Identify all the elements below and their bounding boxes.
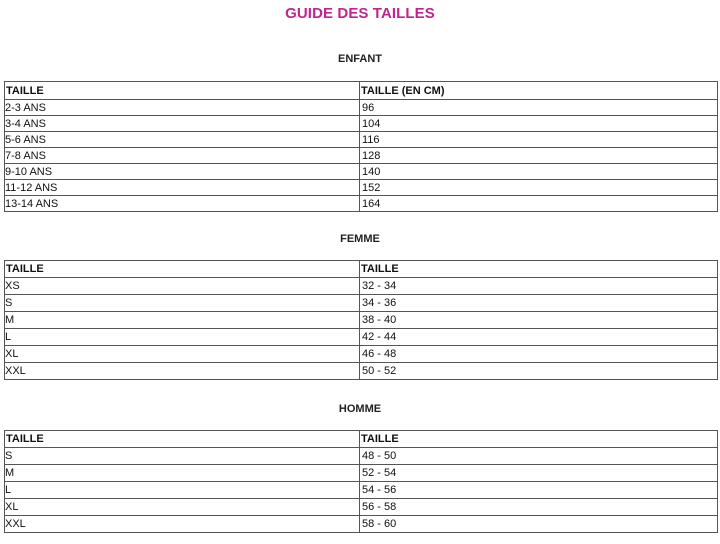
table-row <box>5 516 718 533</box>
section-title-homme: HOMME <box>338 403 382 415</box>
size-cell: L <box>5 329 360 346</box>
header-cell: TAILLE <box>5 82 360 100</box>
header-cell: TAILLE <box>360 431 718 448</box>
measure-cell: 50 - 52 <box>360 363 718 380</box>
size-cell: XXL <box>5 363 360 380</box>
measure-cell: 152 <box>360 180 718 196</box>
table-row <box>5 465 718 482</box>
measure-cell: 46 - 48 <box>360 346 718 363</box>
table-row <box>5 164 718 180</box>
size-cell: 2-3 ANS <box>5 100 360 116</box>
measure-cell: 128 <box>360 148 718 164</box>
size-cell: 13-14 ANS <box>5 196 360 212</box>
size-cell: XXL <box>5 516 360 533</box>
table-row <box>5 180 718 196</box>
table-row <box>5 329 718 346</box>
size-table-enfant <box>4 81 718 212</box>
page-title: GUIDE DES TAILLES <box>285 5 435 22</box>
table-row <box>5 499 718 516</box>
table-row <box>5 312 718 329</box>
size-cell: 7-8 ANS <box>5 148 360 164</box>
measure-cell: 96 <box>360 100 718 116</box>
measure-cell: 104 <box>360 116 718 132</box>
section-title-femme: FEMME <box>340 233 380 245</box>
table-header-row <box>5 261 718 278</box>
table-row <box>5 100 718 116</box>
size-cell: 5-6 ANS <box>5 132 360 148</box>
measure-cell: 38 - 40 <box>360 312 718 329</box>
size-cell: 11-12 ANS <box>5 180 360 196</box>
table-row <box>5 148 718 164</box>
table-row <box>5 448 718 465</box>
size-cell: XL <box>5 346 360 363</box>
measure-cell: 42 - 44 <box>360 329 718 346</box>
size-cell: L <box>5 482 360 499</box>
table-header-row <box>5 82 718 100</box>
measure-cell: 34 - 36 <box>360 295 718 312</box>
measure-cell: 140 <box>360 164 718 180</box>
measure-cell: 164 <box>360 196 718 212</box>
table-row <box>5 116 718 132</box>
size-table-homme <box>4 430 718 533</box>
size-cell: M <box>5 465 360 482</box>
size-cell: 3-4 ANS <box>5 116 360 132</box>
size-cell: XL <box>5 499 360 516</box>
measure-cell: 32 - 34 <box>360 278 718 295</box>
table-row <box>5 346 718 363</box>
section-title-enfant: ENFANT <box>338 53 382 65</box>
table-row <box>5 278 718 295</box>
measure-cell: 48 - 50 <box>360 448 718 465</box>
measure-cell: 56 - 58 <box>360 499 718 516</box>
header-cell: TAILLE <box>5 431 360 448</box>
header-cell: TAILLE (EN CM) <box>360 82 718 100</box>
table-row <box>5 196 718 212</box>
header-cell: TAILLE <box>360 261 718 278</box>
size-cell: S <box>5 295 360 312</box>
table-row <box>5 482 718 499</box>
measure-cell: 54 - 56 <box>360 482 718 499</box>
measure-cell: 58 - 60 <box>360 516 718 533</box>
measure-cell: 116 <box>360 132 718 148</box>
header-cell: TAILLE <box>5 261 360 278</box>
size-table-femme <box>4 260 718 380</box>
table-row <box>5 363 718 380</box>
size-cell: M <box>5 312 360 329</box>
table-row <box>5 132 718 148</box>
table-header-row <box>5 431 718 448</box>
table-row <box>5 295 718 312</box>
size-cell: XS <box>5 278 360 295</box>
size-cell: 9-10 ANS <box>5 164 360 180</box>
size-cell: S <box>5 448 360 465</box>
measure-cell: 52 - 54 <box>360 465 718 482</box>
